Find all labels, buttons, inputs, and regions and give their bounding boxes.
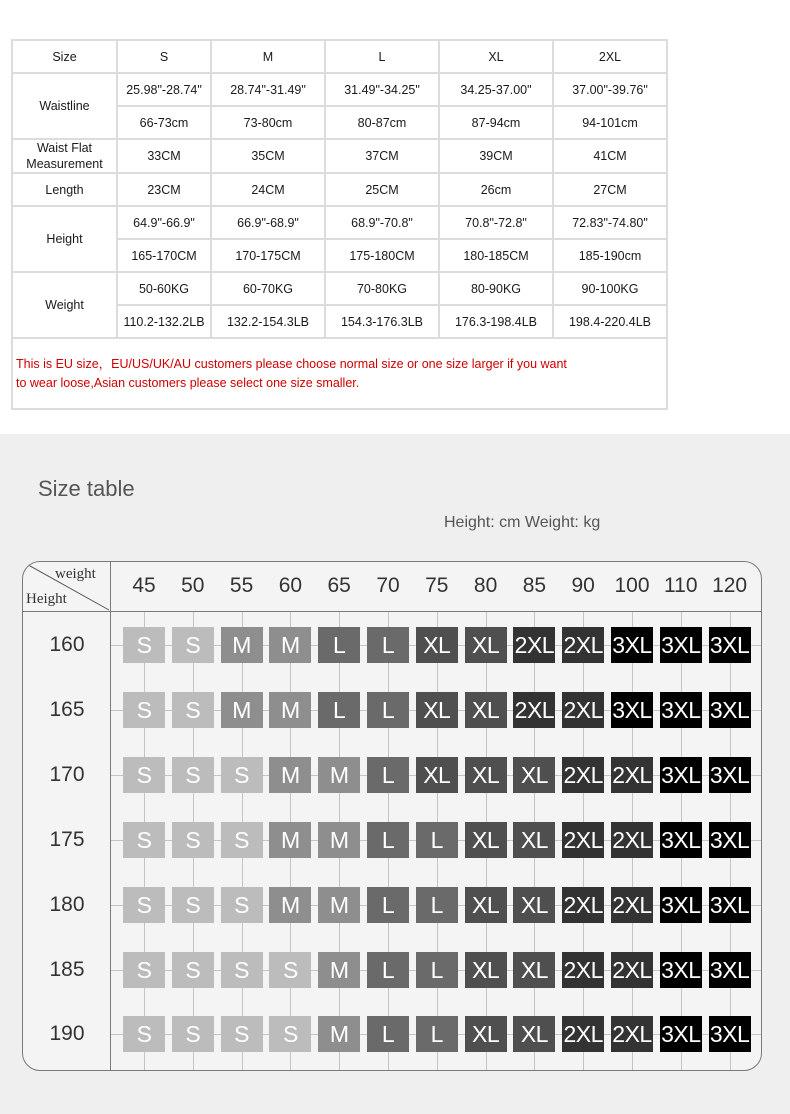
measure-value: 35CM <box>211 139 325 173</box>
size-cell: XL <box>513 1016 555 1052</box>
measure-value: 26cm <box>439 173 553 206</box>
size-cell: M <box>269 692 311 728</box>
measure-value: 72.83"-74.80" <box>553 206 667 239</box>
measure-value: 180-185CM <box>439 239 553 272</box>
size-cell: S <box>172 1016 214 1052</box>
size-cell: S <box>172 692 214 728</box>
measure-value: 37.00"-39.76" <box>553 73 667 106</box>
size-cell: XL <box>513 757 555 793</box>
size-cell: S <box>123 627 165 663</box>
size-note-row <box>12 338 667 409</box>
height-label: 180 <box>49 892 85 916</box>
weight-label: 60 <box>278 574 303 597</box>
measure-value: 25CM <box>325 173 439 206</box>
size-cell: 3XL <box>660 692 702 728</box>
size-cell: M <box>318 1016 360 1052</box>
size-cell: L <box>416 952 458 988</box>
size-cell: XL <box>465 952 507 988</box>
size-cell: S <box>221 822 263 858</box>
size-cell: 2XL <box>611 822 653 858</box>
size-cell: 3XL <box>709 952 751 988</box>
size-cell: XL <box>465 692 507 728</box>
size-cell: S <box>269 1016 311 1052</box>
height-label: 165 <box>49 697 85 721</box>
size-cell: S <box>123 757 165 793</box>
size-cell: 3XL <box>660 627 702 663</box>
size-cell: XL <box>513 822 555 858</box>
size-cell: 3XL <box>709 627 751 663</box>
size-cell: 3XL <box>660 757 702 793</box>
size-cell: S <box>172 952 214 988</box>
measure-value: 31.49"-34.25" <box>325 73 439 106</box>
measure-value: 27CM <box>553 173 667 206</box>
size-cell: L <box>367 757 409 793</box>
size-cell: S <box>123 1016 165 1052</box>
size-cell: 2XL <box>562 822 604 858</box>
measure-value: 34.25-37.00" <box>439 73 553 106</box>
weight-label: 75 <box>425 574 449 597</box>
size-cell: 3XL <box>709 1016 751 1052</box>
size-cell: 2XL <box>513 692 555 728</box>
size-cell: 3XL <box>709 692 751 728</box>
measure-value: 175-180CM <box>325 239 439 272</box>
corner-height-label: Height <box>26 591 67 607</box>
measure-value: 73-80cm <box>211 106 325 139</box>
size-cell: L <box>416 1016 458 1052</box>
size-header-cell: L <box>325 40 439 73</box>
weight-label: 45 <box>132 574 156 597</box>
measure-value: 28.74"-31.49" <box>211 73 325 106</box>
measure-value: 70.8"-72.8" <box>439 206 553 239</box>
measure-value: 24CM <box>211 173 325 206</box>
measure-value: 170-175CM <box>211 239 325 272</box>
size-cell: S <box>221 1016 263 1052</box>
measure-value: 94-101cm <box>553 106 667 139</box>
height-label: 175 <box>49 827 85 851</box>
size-cell: S <box>123 952 165 988</box>
measure-value: 23CM <box>117 173 211 206</box>
weight-label: 90 <box>571 574 595 597</box>
size-cell: S <box>269 952 311 988</box>
size-cell: 3XL <box>660 952 702 988</box>
weight-label: 110 <box>664 574 698 597</box>
size-cell: 3XL <box>709 887 751 923</box>
size-header-cell: S <box>117 40 211 73</box>
size-cell: 3XL <box>709 757 751 793</box>
size-cell: M <box>269 822 311 858</box>
height-label: 160 <box>49 633 85 656</box>
measure-value: 33CM <box>117 139 211 173</box>
size-cell: L <box>416 887 458 923</box>
size-cell: XL <box>465 1016 507 1052</box>
weight-label: 50 <box>181 574 205 597</box>
size-cell: M <box>221 692 263 728</box>
size-cell: 2XL <box>611 887 653 923</box>
size-row <box>12 173 667 206</box>
size-row <box>12 139 667 173</box>
size-cell: L <box>367 1016 409 1052</box>
measure-label: Weight <box>12 272 117 338</box>
size-cell: S <box>123 692 165 728</box>
measure-value: 39CM <box>439 139 553 173</box>
measure-value: 70-80KG <box>325 272 439 305</box>
measure-label: Length <box>12 173 117 206</box>
weight-label: 65 <box>327 574 351 597</box>
measure-value: 66-73cm <box>117 106 211 139</box>
measure-value: 80-87cm <box>325 106 439 139</box>
size-header-row <box>12 40 667 73</box>
size-row <box>12 206 667 239</box>
weight-label: 80 <box>473 574 498 597</box>
size-cell: XL <box>416 692 458 728</box>
measure-value: 80-90KG <box>439 272 553 305</box>
size-cell: 3XL <box>660 887 702 923</box>
measure-value: 110.2-132.2LB <box>117 305 211 338</box>
measure-value: 87-94cm <box>439 106 553 139</box>
size-cell: M <box>318 952 360 988</box>
size-cell: L <box>367 887 409 923</box>
size-cell: S <box>172 627 214 663</box>
size-cell: 3XL <box>709 822 751 858</box>
height-label: 185 <box>49 957 85 981</box>
size-cell: M <box>318 887 360 923</box>
size-note-line: to wear loose,Asian customers please select one size smaller. <box>16 375 360 390</box>
measure-value: 66.9"-68.9" <box>211 206 325 239</box>
weight-label: 55 <box>229 574 254 597</box>
size-cell: XL <box>513 887 555 923</box>
size-cell: 3XL <box>611 692 653 728</box>
measure-value: 37CM <box>325 139 439 173</box>
size-header-label: Size <box>12 40 117 73</box>
size-chart-units: Height: cm Weight: kg <box>444 514 601 531</box>
size-cell: M <box>269 627 311 663</box>
size-cell: XL <box>465 757 507 793</box>
size-header-cell: XL <box>439 40 553 73</box>
size-cell: XL <box>513 952 555 988</box>
size-cell: 3XL <box>611 627 653 663</box>
measure-label: Waistline <box>12 73 117 139</box>
measure-value: 25.98"-28.74" <box>117 73 211 106</box>
measure-label <box>12 139 117 173</box>
measure-value: 64.9"-66.9" <box>117 206 211 239</box>
weight-label: 100 <box>614 574 650 597</box>
size-note-line: This is EU size，EU/US/UK/AU customers please choose normal size or one size larger if you want <box>16 356 567 371</box>
size-cell: XL <box>465 887 507 923</box>
size-cell: L <box>367 627 409 663</box>
size-cell: M <box>318 822 360 858</box>
size-row <box>12 73 667 106</box>
size-cell: XL <box>465 822 507 858</box>
measure-value: 185-190cm <box>553 239 667 272</box>
size-cell: 2XL <box>611 757 653 793</box>
height-label: 170 <box>49 762 85 786</box>
size-cell: 2XL <box>562 887 604 923</box>
size-cell: 2XL <box>562 627 604 663</box>
size-cell: 2XL <box>611 1016 653 1052</box>
size-table <box>11 39 668 410</box>
size-row <box>12 272 667 305</box>
size-cell: L <box>318 627 360 663</box>
size-cell: S <box>221 952 263 988</box>
header-divider <box>23 611 761 612</box>
corner-weight-label: weight <box>55 566 96 582</box>
measure-label: Height <box>12 206 117 272</box>
size-cell: 2XL <box>611 952 653 988</box>
size-cell: L <box>367 692 409 728</box>
size-header-cell: 2XL <box>553 40 667 73</box>
size-cell: M <box>269 887 311 923</box>
size-cell: 2XL <box>562 757 604 793</box>
size-note <box>12 338 667 409</box>
size-cell: S <box>221 887 263 923</box>
measure-value: 50-60KG <box>117 272 211 305</box>
size-cell: L <box>367 822 409 858</box>
size-chart-panel <box>0 434 790 1114</box>
size-chart-grid <box>22 561 762 1071</box>
size-cell: 2XL <box>562 692 604 728</box>
measure-label-line: Measurement <box>26 157 103 171</box>
size-cell: M <box>221 627 263 663</box>
size-cell: S <box>172 822 214 858</box>
size-cell: L <box>318 692 360 728</box>
measure-value: 68.9"-70.8" <box>325 206 439 239</box>
size-cell: L <box>416 822 458 858</box>
measure-value: 132.2-154.3LB <box>211 305 325 338</box>
size-cell: XL <box>416 627 458 663</box>
measure-value: 165-170CM <box>117 239 211 272</box>
size-cell: 3XL <box>660 1016 702 1052</box>
measure-label-line: Waist Flat <box>36 141 93 155</box>
size-cell: S <box>172 887 214 923</box>
size-cell: XL <box>416 757 458 793</box>
weight-label: 85 <box>522 574 547 597</box>
measure-value: 90-100KG <box>553 272 667 305</box>
size-cell: L <box>367 952 409 988</box>
weight-label: 120 <box>712 574 748 597</box>
size-chart-title: Size table <box>38 476 135 501</box>
weight-label: 70 <box>376 574 400 597</box>
size-cell: XL <box>465 627 507 663</box>
measure-value: 41CM <box>553 139 667 173</box>
size-cell: S <box>221 757 263 793</box>
size-cell: 2XL <box>562 1016 604 1052</box>
side-divider <box>110 562 111 1070</box>
size-cell: M <box>318 757 360 793</box>
measure-value: 198.4-220.4LB <box>553 305 667 338</box>
measure-value: 154.3-176.3LB <box>325 305 439 338</box>
measure-value: 60-70KG <box>211 272 325 305</box>
size-header-cell: M <box>211 40 325 73</box>
size-cell: S <box>123 887 165 923</box>
size-cell: 2XL <box>562 952 604 988</box>
measure-value: 176.3-198.4LB <box>439 305 553 338</box>
height-label: 190 <box>49 1022 85 1046</box>
size-cell: 3XL <box>660 822 702 858</box>
size-cell: S <box>172 757 214 793</box>
size-cell: M <box>269 757 311 793</box>
size-cell: 2XL <box>513 627 555 663</box>
size-cell: S <box>123 822 165 858</box>
